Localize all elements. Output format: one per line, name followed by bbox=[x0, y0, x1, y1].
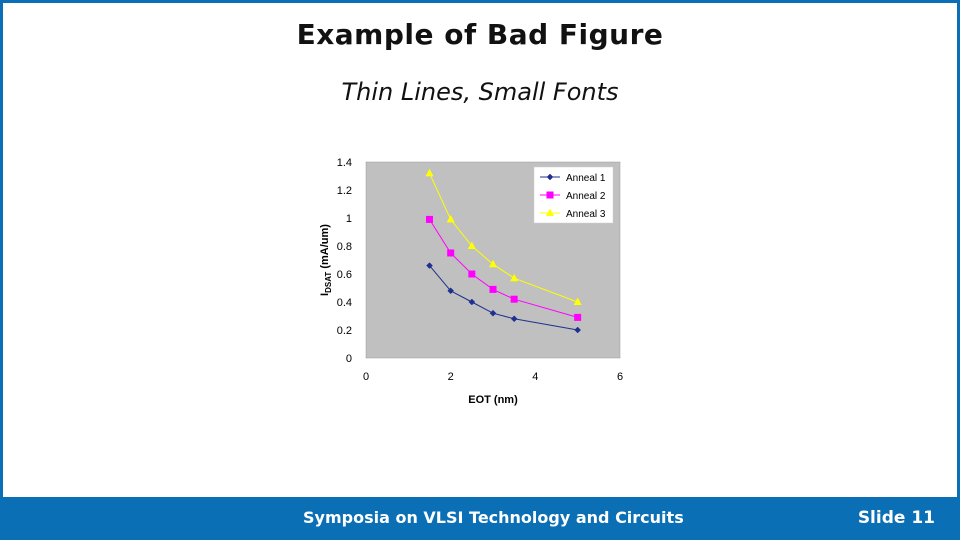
data-point bbox=[468, 271, 475, 278]
slide-title: Example of Bad Figure bbox=[296, 18, 664, 51]
y-tick-label: 0 bbox=[345, 353, 352, 365]
data-point bbox=[447, 250, 454, 257]
y-axis-label-main: I bbox=[319, 292, 331, 296]
y-axis-label-unit: (mA/um) bbox=[319, 224, 331, 272]
y-tick-label: 0.4 bbox=[336, 297, 352, 309]
x-tick-label: 2 bbox=[447, 371, 454, 383]
x-axis-label: EOT (nm) bbox=[468, 394, 518, 406]
data-point bbox=[574, 314, 581, 321]
data-point bbox=[490, 286, 497, 293]
legend-entry: Anneal 2 bbox=[566, 191, 606, 202]
legend-entry: Anneal 1 bbox=[566, 173, 606, 184]
slide-number: Slide 11 bbox=[857, 508, 935, 528]
x-tick-label: 0 bbox=[362, 371, 370, 383]
slide-subtitle: Thin Lines, Small Fonts bbox=[341, 78, 619, 106]
footer-bar bbox=[0, 497, 960, 540]
y-tick-label: 0.8 bbox=[336, 241, 352, 253]
y-tick-label: 0.6 bbox=[336, 269, 352, 281]
legend bbox=[534, 167, 613, 223]
legend-entry: Anneal 3 bbox=[566, 209, 606, 220]
footer-text: Symposia on VLSI Technology and Circuits bbox=[303, 508, 684, 527]
legend-marker bbox=[547, 192, 554, 199]
data-point bbox=[426, 216, 433, 223]
y-tick-label: 1.2 bbox=[336, 185, 352, 197]
y-tick-label: 1 bbox=[345, 213, 352, 225]
chart-area bbox=[300, 145, 660, 415]
y-axis-label bbox=[319, 224, 333, 296]
data-point bbox=[511, 296, 518, 303]
y-tick-label: 0.2 bbox=[336, 325, 352, 337]
y-axis-label-sub: DSAT bbox=[324, 271, 333, 293]
x-tick-label: 6 bbox=[616, 371, 624, 383]
y-tick-label: 1.4 bbox=[336, 157, 352, 169]
x-tick-label: 4 bbox=[532, 371, 539, 383]
line-chart bbox=[300, 145, 660, 415]
